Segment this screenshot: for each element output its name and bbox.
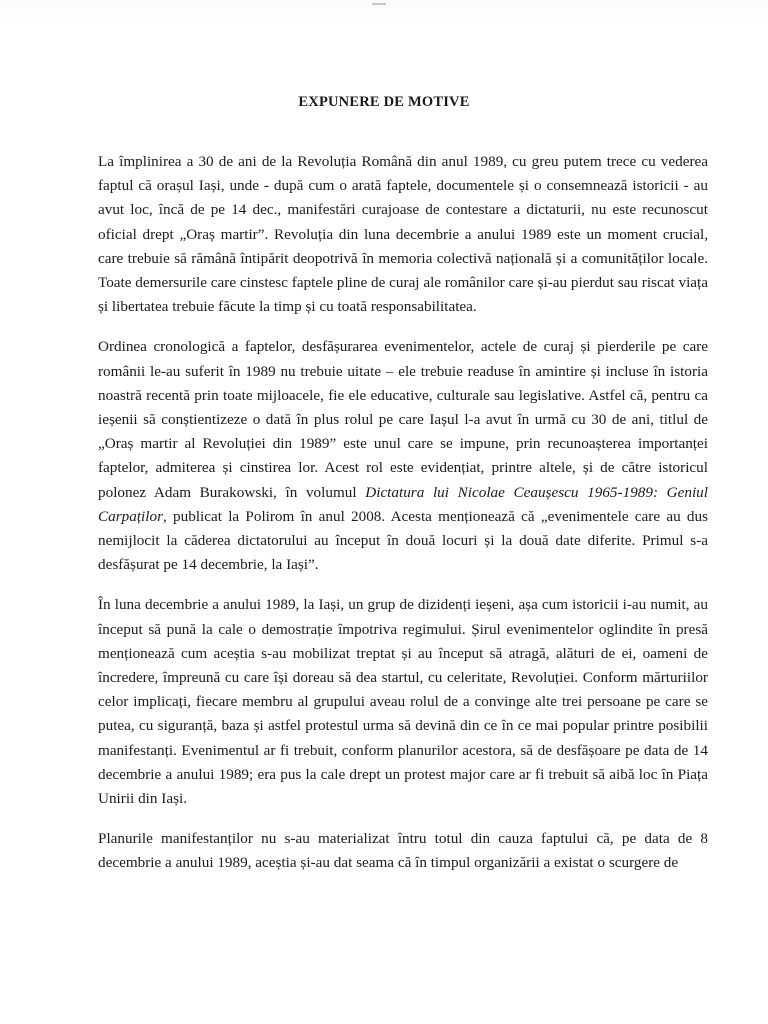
paragraph [98, 593, 708, 811]
scan-artifact [372, 3, 386, 5]
text-run: În luna decembrie a anului 1989, la Iași, un grup de dizidenți ieșeni, așa cum istoricii i-au numit, au început să pună la cale o demostrație împotriva regimului. Șirul evenimentelor oglindite în presă menționează cum aceștia s-au mobilizat treptat și au început să atragă, alături de ei, oameni de încredere, împreună cu care își doreau să dea startul, cu celeritate, Revoluției. Conform mărturiilor celor implicați, fiecare membru al grupului aveau rolul de a convinge alte trei persoane pe care se putea, cu siguranță, baza și astfel protestul urma să devină din ce în ce mai popular printre posibilii manifestanți. Evenimentul ar fi trebuit, conform planurilor acestora, să de desfășoare pe data de 14 decembrie a anului 1989; era pus la cale drept un protest major care ar fi trebuit să aibă loc în Piața Unirii din Iași. [98, 596, 708, 808]
text-run: Ordinea cronologică a faptelor, desfășurarea evenimentelor, actele de curaj și pierderile pe care românii le-au suferit în 1989 nu trebuie uitate – ele trebuie readuse în amintire și incluse în istoria noastră recentă prin toate mijloacele, fie ele educative, culturale sau legislative. Astfel că, pentru ca ieșenii să conștientizeze o dată în plus rolul pe care Iașul l-a avut în urmă cu 30 de ani, titlul de „Oraș martir al Revoluției din 1989” este unul care se impune, prin recunoașterea importanței faptelor, admiterea și cinstirea lor. Acest rol este evidențiat, printre altele, și de către istoricul polonez Adam Burakowski, în volumul [98, 338, 708, 501]
paragraph [98, 150, 708, 319]
paragraph [98, 827, 708, 875]
document-title: EXPUNERE DE MOTIVE [298, 94, 470, 110]
document-body [98, 150, 708, 876]
paragraph [98, 335, 708, 577]
text-run: , publicat la Polirom în anul 2008. Acesta menționează că „evenimentele care au dus nemijlocit la căderea dictatorului au început în două locuri și la două date diferite. Primul s-a desfășurat pe 14 decembrie, la Iași”. [98, 507, 708, 574]
text-run: La împlinirea a 30 de ani de la Revoluția Română din anul 1989, cu greu putem trece cu vederea faptul că orașul Iași, unde - după cum o arată faptele, documentele și o consemnează istoricii - au avut loc, încă de pe 14 dec., manifestări curajoase de contestare a dictaturii, nu este recunoscut oficial drept „Oraș martir”. Revoluția din luna decembrie a anului 1989 este un moment crucial, care trebuie să rămână întipărit deopotrivă în memoria colectivă națională și a comunităților locale. Toate demersurile care cinstesc faptele pline de curaj ale românilor care și-au pierdut sau riscat viața și libertatea trebuie făcute la timp și cu toată responsabilitatea. [98, 153, 708, 316]
book-title-italic: Dictatura lui Nicolae Ceaușescu 1965-1989: Geniul Carpaților [98, 483, 708, 525]
text-run: Planurile manifestanților nu s-au materializat întru totul din cauza faptului că, pe data de 8 decembrie a anului 1989, aceștia și-au dat seama că în timpul organizării a existat o scurgere de [98, 830, 708, 872]
